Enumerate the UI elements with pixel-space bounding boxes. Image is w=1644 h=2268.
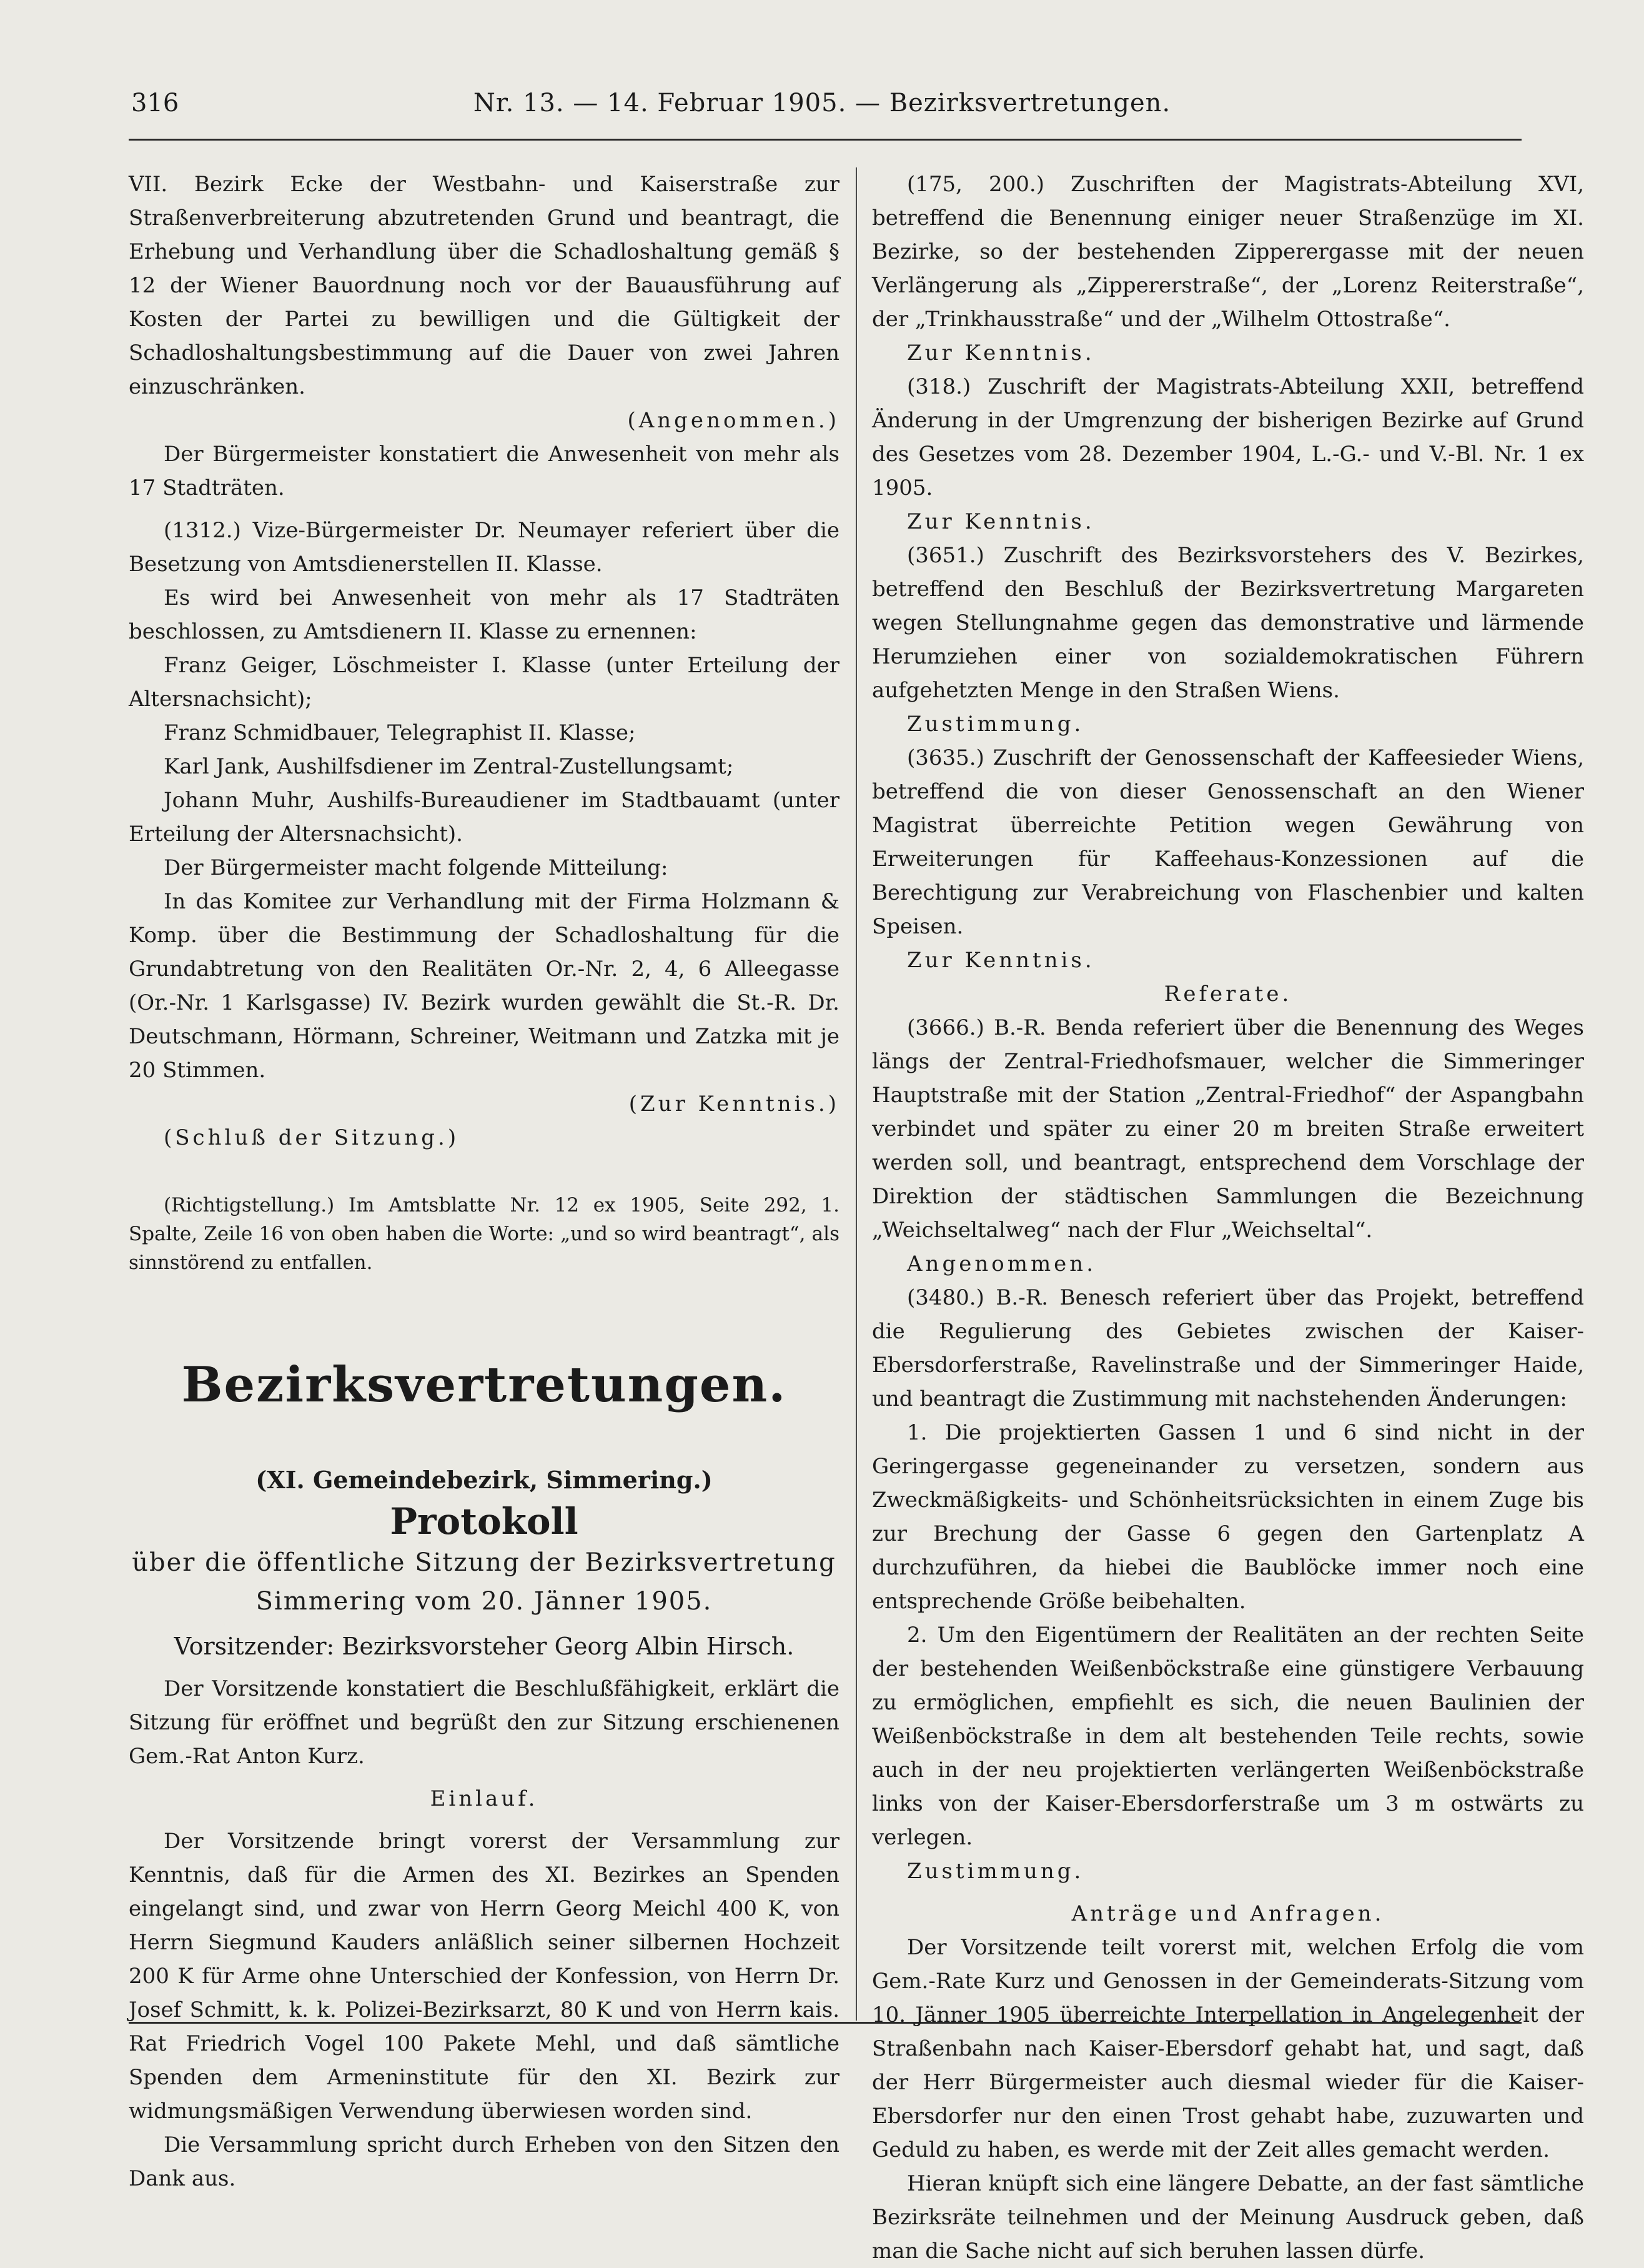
referate-heading: Referate. [1164, 982, 1292, 1007]
paragraph: Die Versammlung spricht durch Erheben von den Sitzen den Dank aus. [129, 2132, 839, 2191]
paragraph: Hieran knüpft sich eine längere Debatte, an der fast sämtliche Bezirksräte teilnehmen und der Meinung Ausdruck geben, daß man die Sache nicht auf sich beruhen lassen dürfe. [872, 2171, 1584, 2264]
district-subtitle: (XI. Gemeindebezirk, Simmering.) [255, 1466, 713, 1494]
header-rule [129, 139, 1522, 141]
paragraph: (1312.) Vize-Bürgermeister Dr. Neumayer referiert über die Besetzung von Amtsdienerstellen II. Klasse. [129, 518, 839, 577]
paragraph: 2. Um den Eigentümern der Realitäten an der rechten Seite der bestehenden Weißenböckstraße eine günstigere Verbauung zu ermöglichen, empfiehlt es sich, die neuen Baulinien der Weißenböckstraße in dem alt bestehenden Teile rechts, sowie auch in der neu projektierten verlängerten Weißenböckstraße links von der Kaiser-Ebersdorferstraße um 3 m ostwärts zu verlegen. [872, 1623, 1584, 1850]
paragraph: Johann Muhr, Aushilfs-Bureaudiener im Stadtbauamt (unter Erteilung der Altersnachsicht). [129, 788, 839, 847]
paragraph: Es wird bei Anwesenheit von mehr als 17 Stadträten beschlossen, zu Amtsdienern II. Klasse zu ernennen: [129, 585, 839, 644]
paragraph: Der Bürgermeister macht folgende Mitteilung: [164, 855, 668, 880]
paragraph: (Schluß der Sitzung.) [164, 1125, 460, 1150]
protokoll-heading: Protokoll [390, 1500, 578, 1543]
page-header [0, 89, 1644, 132]
paragraph: Karl Jank, Aushilfsdiener im Zentral-Zustellungsamt; [164, 754, 734, 779]
paragraph: VII. Bezirk Ecke der Westbahn- und Kaiserstraße zur Straßenverbreiterung abzutretenden Grund und beantragt, die Erhebung und Verhandlung über die Schadloshaltung gemäß § 12 der Wiener Bauordnung noch vor der Bauausführung auf Kosten der Partei zu bewilligen und die Gültigkeit der Schadloshaltungsbestimmung auf die Dauer von zwei Jahren einzuschränken. [129, 172, 839, 399]
page-number: 316 [131, 89, 179, 117]
chair-line: Vorsitzender: Bezirksvorsteher Georg Albin Hirsch. [174, 1633, 795, 1660]
running-title: Nr. 13. — 14. Februar 1905. — Bezirksvertretungen. [473, 89, 1171, 117]
paragraph: (175, 200.) Zuschriften der Magistrats-Abteilung XVI, betreffend die Benennung einiger neuer Straßenzüge im XI. Bezirke, so der bestehenden Zipperergasse mit der neuen Verlängerung als „Zippererstraße“, der „Lorenz Reiterstraße“, der „Trinkhausstraße“ und der „Wilhelm Ottostraße“. [872, 172, 1584, 332]
einlauf-heading: Einlauf. [430, 1786, 538, 1811]
paragraph: In das Komitee zur Verhandlung mit der Firma Holzmann & Komp. über die Bestimmung der Schadloshaltung für die Grundabtretung von den Realitäten Or.-Nr. 2, 4, 6 Alleegasse (Or.-Nr. 1 Karlsgasse) IV. Bezirk wurden gewählt die St.-R. Dr. Deutschmann, Hörmann, Schreiner, Weitmann und Zatzka mit je 20 Stimmen. [129, 889, 839, 1083]
paragraph: (318.) Zuschrift der Magistrats-Abteilung XXII, betreffend Änderung in der Umgrenzung der bisherigen Bezirke auf Grund des Gesetzes vom 28. Dezember 1904, L.-G.- und V.-Bl. Nr. 1 ex 1905. [872, 374, 1584, 500]
paragraph: Der Vorsitzende teilt vorerst mit, welchen Erfolg die vom Gem.-Rate Kurz und Genossen in der Gemeinderats-Sitzung vom 10. Jänner 1905 überreichte Interpellation in Angelegenheit der Straßenbahn nach Kaiser-Ebersdorf gehabt hat, und sagt, daß der Herr Bürgermeister auch diesmal wieder für die Kaiser-Ebersdorfer nur den einen Trost gehabt habe, zuzuwarten und Geduld zu haben, es werde mit der Zeit alles gemacht werden. [872, 1935, 1584, 2162]
paragraph: Franz Geiger, Löschmeister I. Klasse (unter Erteilung der Altersnachsicht); [129, 653, 839, 712]
paragraph: (3480.) B.-R. Benesch referiert über das Projekt, betreffend die Regulierung des Gebietes zwischen der Kaiser-Ebersdorferstraße, Ravelinstraße und der Simmeringer Haide, und beantragt die Zustimmung mit nachstehenden Änderungen: [872, 1285, 1584, 1411]
antraege-heading: Anträge und Anfragen. [1071, 1901, 1385, 1926]
paragraph: (3651.) Zuschrift des Bezirksvorstehers des V. Bezirkes, betreffend den Beschluß der Bezirksvertretung Margareten wegen Stellungnahme gegen das demonstrative und lärmende Herumziehen einer von sozialdemokratischen Führern aufgehetzten Menge in den Straßen Wiens. [872, 543, 1584, 703]
paragraph: Franz Schmidbauer, Telegraphist II. Klasse; [164, 720, 636, 745]
status-line: (Zur Kenntnis.) [628, 1092, 839, 1117]
status-line: Zustimmung. [907, 1859, 1084, 1884]
status-line: Zur Kenntnis. [907, 948, 1095, 973]
status-line: Angenommen. [907, 1251, 1097, 1276]
status-line: (Angenommen.) [627, 408, 839, 433]
session-date: Simmering vom 20. Jänner 1905. [255, 1587, 713, 1616]
right-column [872, 167, 1584, 2268]
paragraph: Der Vorsitzende bringt vorerst der Versammlung zur Kenntnis, daß für die Armen des XI. Bezirkes an Spenden eingelangt sind, und zwar von Herrn Georg Meichl 400 K, von Herrn Siegmund Kauders anläßlich seiner silbernen Hochzeit 200 K für Arme ohne Unterschied der Konfession, von Herrn Dr. Josef Schmitt, k. k. Polizei-Bezirksarzt, 80 K und von Herrn kais. Rat Friedrich Vogel 100 Pakete Mehl, und daß sämtliche Spenden dem Armeninstitute für den XI. Bezirk zur widmungsmäßigen Verwendung überwiesen worden sind. [129, 1829, 839, 2124]
paragraph: Der Bürgermeister konstatiert die Anwesenheit von mehr als 17 Stadträten. [129, 442, 839, 500]
paragraph: 1. Die projektierten Gassen 1 und 6 sind nicht in der Geringergasse gegeneinander zu versetzen, sondern aus Zweckmäßigkeits- und Schönheitsrücksichten in einem Zuge bis zur Brechung der Gasse 6 gegen den Gartenplatz A durchzuführen, da hiebei die Baublöcke immer noch eine entsprechende Größe beibehalten. [872, 1420, 1584, 1614]
status-line: Zur Kenntnis. [907, 509, 1095, 534]
paragraph: (3635.) Zuschrift der Genossenschaft der Kaffeesieder Wiens, betreffend die von dieser Genossenschaft an den Wiener Magistrat überreichte Petition wegen Gewährung von Erweiterungen für Kaffeehaus-Konzessionen auf die Berechtigung zur Verabreichung von Flaschenbier und kalten Speisen. [872, 745, 1584, 939]
correction-note: (Richtigstellung.) Im Amtsblatte Nr. 12 ex 1905, Seite 292, 1. Spalte, Zeile 16 von oben haben die Worte: „und so wird beantragt“, als sinnstörend zu entfallen. [129, 1194, 839, 1274]
paragraph: Der Vorsitzende konstatiert die Beschlußfähigkeit, erklärt die Sitzung für eröffnet und begrüßt den zur Sitzung erschienenen Gem.-Rat Anton Kurz. [129, 1676, 839, 1769]
column-divider [856, 167, 857, 2021]
section-title: Bezirksvertretungen. [181, 1356, 787, 1413]
left-column [129, 167, 839, 2196]
session-line: über die öffentliche Sitzung der Bezirksvertretung [132, 1548, 836, 1577]
paragraph: (3666.) B.-R. Benda referiert über die Benennung des Weges längs der Zentral-Friedhofsmauer, welcher die Simmeringer Hauptstraße mit der Station „Zentral-Friedhof“ der Aspangbahn verbindet und später zu einer 20 m breiten Straße erweitert werden soll, und beantragt, entsprechend dem Vorschlage der Direktion der städtischen Sammlungen die Bezeichnung „Weichseltalweg“ nach der Flur „Weichseltal“. [872, 1015, 1584, 1243]
status-line: Zur Kenntnis. [907, 341, 1095, 366]
status-line: Zustimmung. [907, 712, 1084, 737]
